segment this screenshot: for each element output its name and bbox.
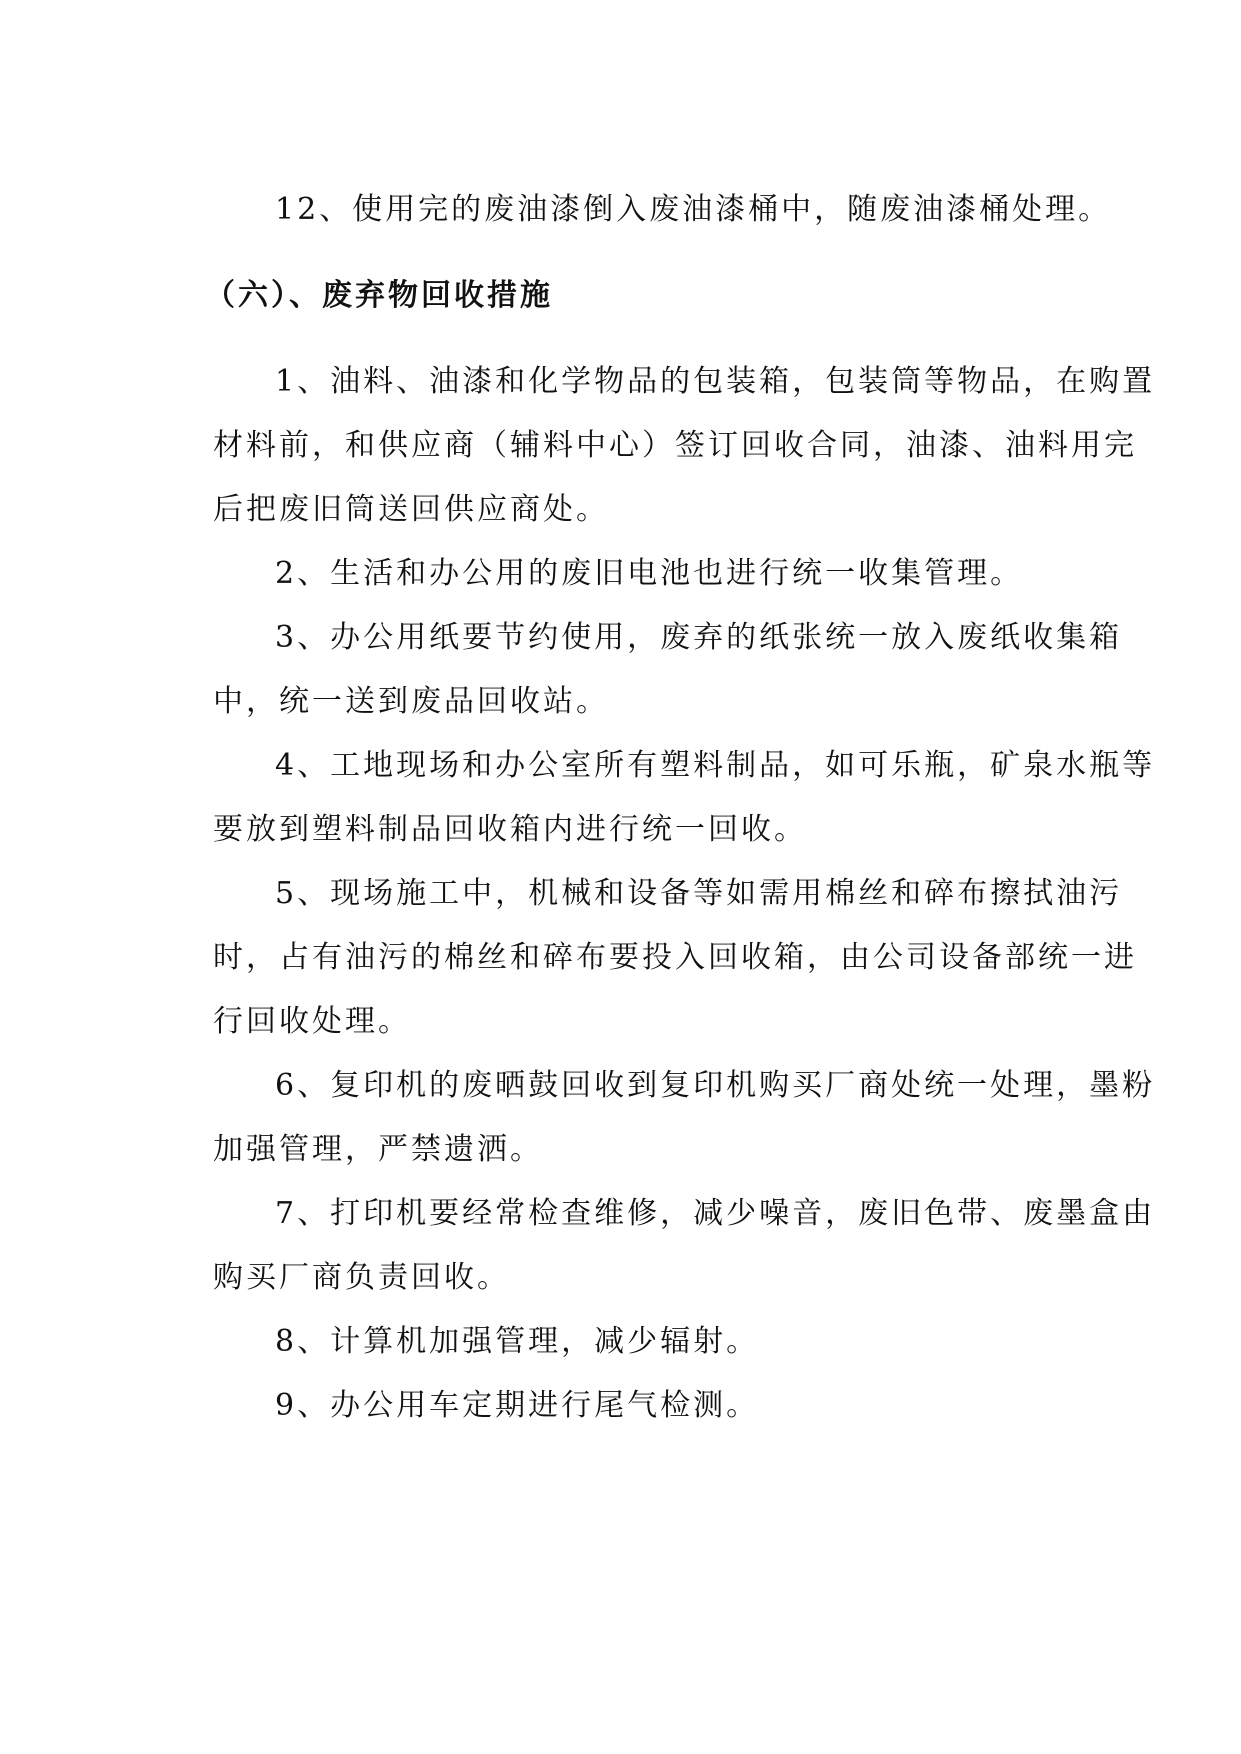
paragraph-line: 8、计算机加强管理，减少辐射。 bbox=[275, 1324, 760, 1359]
paragraph-9 bbox=[213, 1374, 1101, 1438]
paragraph-line: 7、打印机要经常检查维修，减少噪音，废旧色带、废墨盒由 bbox=[275, 1196, 1156, 1231]
paragraph-line: 4、工地现场和办公室所有塑料制品，如可乐瓶，矿泉水瓶等 bbox=[275, 748, 1156, 783]
paragraph-1 bbox=[213, 350, 1156, 542]
paragraph-line: 1、油料、油漆和化学物品的包装箱，包装筒等物品，在购置 bbox=[275, 364, 1156, 399]
paragraph-line: 2、生活和办公用的废旧电池也进行统一收集管理。 bbox=[275, 556, 1024, 591]
paragraph-4 bbox=[213, 734, 1156, 862]
intro-line: 12、使用完的废油漆倒入废油漆桶中，随废油漆桶处理。 bbox=[275, 192, 1112, 227]
paragraph-6 bbox=[213, 1054, 1156, 1182]
paragraph-line: 3、办公用纸要节约使用，废弃的纸张统一放入废纸收集箱 bbox=[275, 620, 1123, 655]
paragraph-8 bbox=[213, 1310, 1101, 1374]
paragraph-line: 要放到塑料制品回收箱内进行统一回收。 bbox=[213, 812, 807, 847]
paragraph-7 bbox=[213, 1182, 1156, 1310]
paragraph-line: 后把废旧筒送回供应商处。 bbox=[213, 492, 609, 527]
paragraph-3 bbox=[213, 606, 1123, 734]
paragraph-line: 加强管理，严禁遗洒。 bbox=[213, 1132, 543, 1167]
paragraph-line: 中，统一送到废品回收站。 bbox=[213, 684, 609, 719]
paragraph-line: 时，占有油污的棉丝和碎布要投入回收箱，由公司设备部统一进 bbox=[213, 940, 1137, 975]
document-body bbox=[205, 178, 1156, 1438]
paragraph-line: 购买厂商负责回收。 bbox=[213, 1260, 510, 1295]
paragraph-line: 5、现场施工中，机械和设备等如需用棉丝和碎布擦拭油污 bbox=[275, 876, 1123, 911]
paragraph-line: 9、办公用车定期进行尾气检测。 bbox=[275, 1388, 760, 1423]
section-heading: （六）、废弃物回收措施 bbox=[205, 278, 553, 313]
paragraph-line: 行回收处理。 bbox=[213, 1004, 411, 1039]
paragraph-line: 6、复印机的废晒鼓回收到复印机购买厂商处统一处理，墨粉 bbox=[275, 1068, 1156, 1103]
paragraph-5 bbox=[213, 862, 1137, 1054]
paragraph-2 bbox=[213, 542, 1101, 606]
paragraph-line: 材料前，和供应商（辅料中心）签订回收合同，油漆、油料用完 bbox=[213, 428, 1137, 463]
